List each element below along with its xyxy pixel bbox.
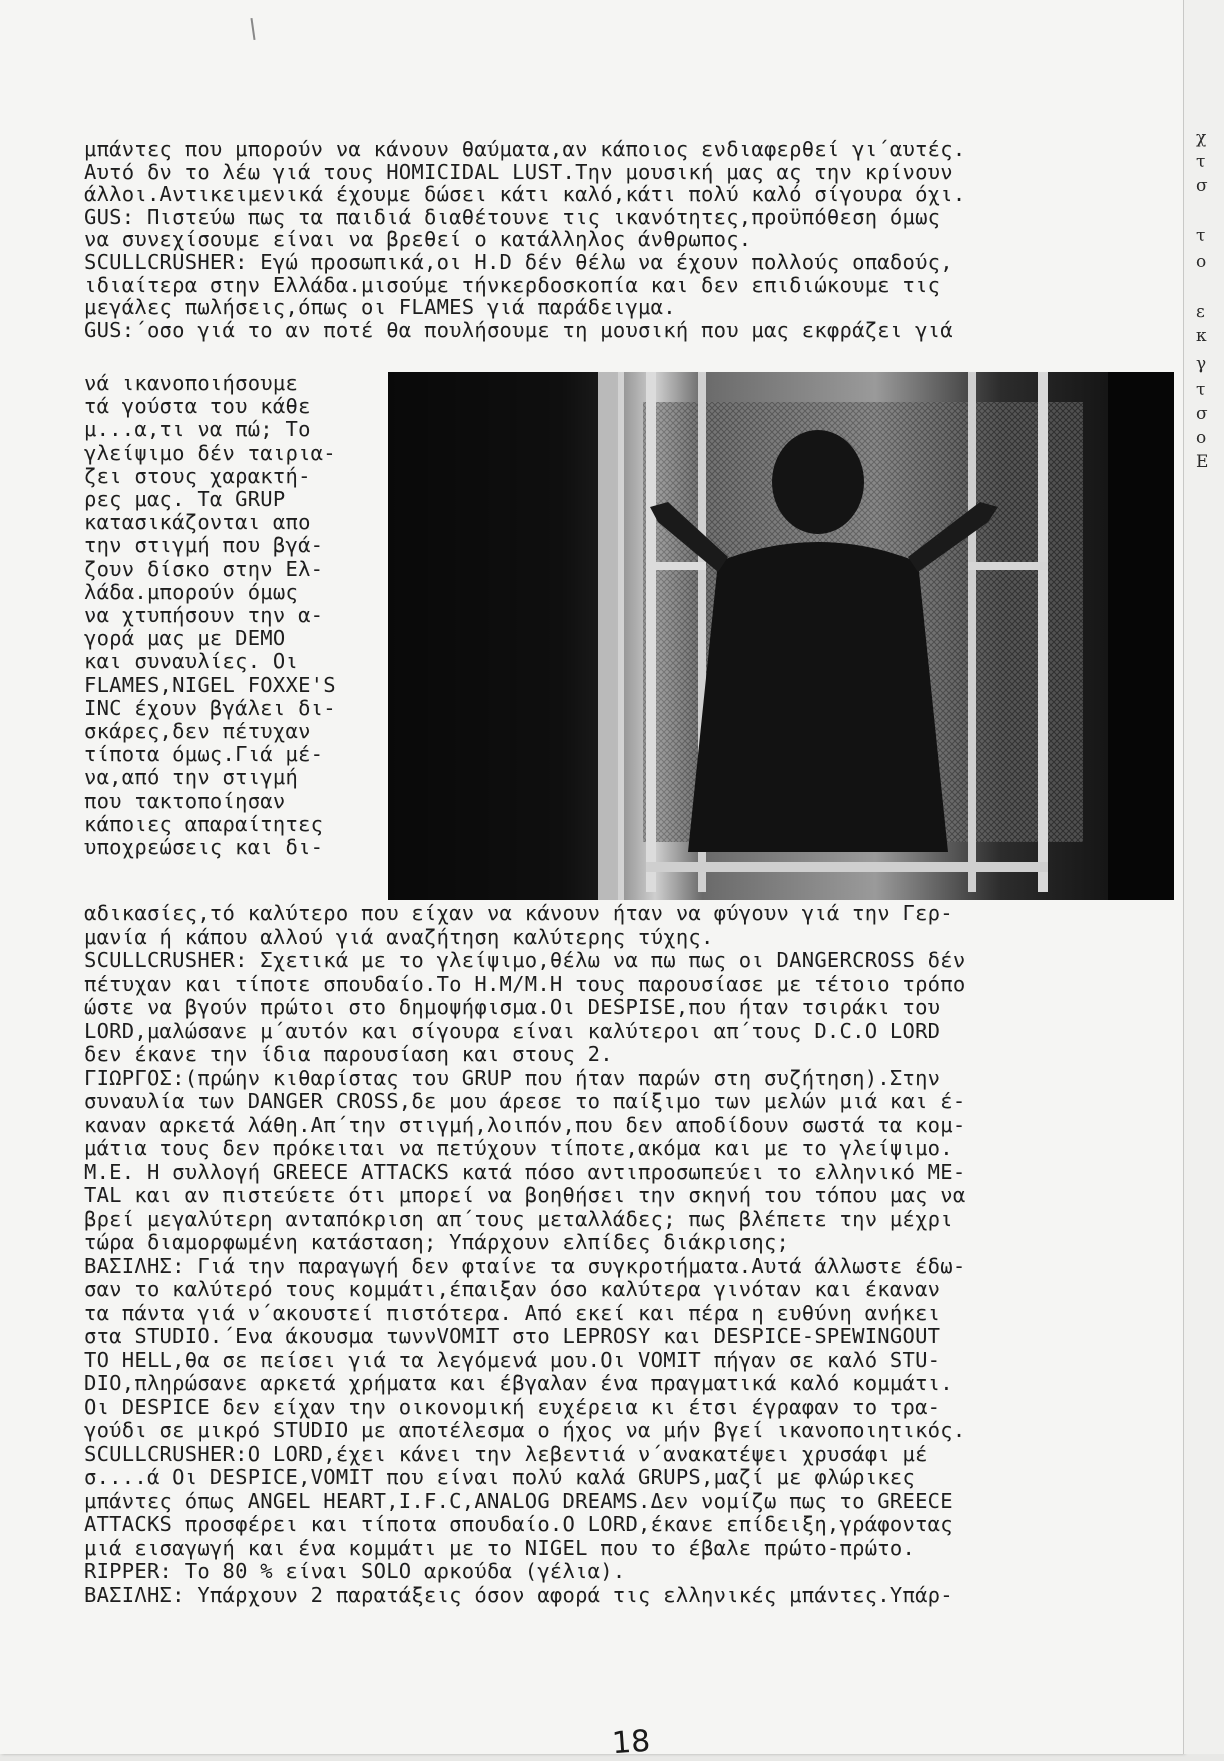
text-line: Αυτό δν το λέω γιά τους HOMICIDAL LUST.Την μουσική μας ας την κρίνουν xyxy=(84,159,953,184)
text-line: τά γούστα του κάθε xyxy=(84,394,311,419)
text-line: ώστε να βγούν πρώτοι στο δημοψήφισμα.Οι DESPISE,που ήταν τσιράκι του xyxy=(84,995,941,1019)
text-line: πέτυχαν και τίποτε σπουδαίο.Το H.M/M.H τους παρουσίασε με τέτοιο τρόπο xyxy=(84,971,966,996)
scratch-mark xyxy=(250,18,255,40)
text-line: GUS:΄οσο γιά το αν ποτέ θα πουλήσουμε τη μουσική που μας εκφράζει γιά xyxy=(84,317,953,342)
text-line: μιά εισαγωγή και ένα κομμάτι με το NIGEL που το έβαλε πρώτο-πρώτο. xyxy=(84,1535,916,1560)
text-line: να,από την στιγμή xyxy=(84,765,299,790)
text-line: FLAMES,NIGEL FOXXE'S xyxy=(84,672,336,697)
text-line: ζουν δίσκο στην Ελ- xyxy=(84,556,324,581)
text-line: λάδα.μπορούν όμως xyxy=(84,579,299,604)
text-line: σ....ά Οι DESPICE,VOMIT που είναι πολύ καλά GRUPS,μαζί με φλώρικες xyxy=(84,1465,916,1489)
text-line: ΒΑΣΙΛΗΣ: Υπάρχουν 2 παρατάξεις όσον αφορά τις ελληνικές μπάντες.Υπάρ- xyxy=(84,1582,953,1607)
text-line: την στιγμή που βγά- xyxy=(84,533,324,558)
text-line: άλλοι.Αντικειμενικά έχουμε δώσει κάτι καλό,κάτι πολύ καλό σίγουρα όχι. xyxy=(84,182,966,207)
photo-figure-at-gate xyxy=(388,372,1174,900)
text-line: SCULLCRUSHER: Εγώ προσωπικά,οι H.D δέν θέλω να έχουν πολλούς οπαδούς, xyxy=(84,250,953,274)
edge-char: τ xyxy=(1196,152,1206,172)
edge-char: Ε xyxy=(1196,452,1209,472)
page-number: 18 xyxy=(610,1723,652,1761)
text-line: υποχρεώσεις και δι- xyxy=(84,835,324,859)
text-line: συναυλία των DANGER CROSS,δε μου άρεσε το παίξιμο των μελών μιά και έ- xyxy=(84,1089,966,1113)
text-line: κάποιες απαραίτητες xyxy=(84,811,324,836)
text-line: μ...α,τι να πώ; Το xyxy=(84,417,311,442)
edge-char: ο xyxy=(1196,252,1207,272)
text-line: νά ικανοποιήσουμε xyxy=(84,371,299,395)
text-line: κατασικάζονται απο xyxy=(84,510,311,535)
text-line: να συνεχίσουμε είναι να βρεθεί ο κατάλληλος άνθρωπος. xyxy=(84,227,752,252)
edge-char: σ xyxy=(1196,176,1208,196)
edge-char: γ xyxy=(1196,354,1207,374)
text-line: ιδιαίτερα στην Ελλάδα.μισούμε τήνκερδοσκοπία και δεν επιδιώκουμε τις xyxy=(84,272,941,297)
text-line: GUS: Πιστεύω πως τα παιδιά διαθέτουνε τις ικανότητες,προϋπόθεση όμως xyxy=(84,204,941,229)
text-line: SCULLCRUSHER: Σχετικά με το γλείψιμο,θέλω να πω πως οι DANGERCROSS δέν xyxy=(84,948,966,972)
text-line: γλείψιμο δέν ταιρια- xyxy=(84,440,336,465)
text-line: ΓΙΩΡΓΟΣ:(πρώην κιθαρίστας του GRUP που ήταν παρών στη συζήτηση).Στην xyxy=(84,1065,941,1090)
text-line: TAL και αν πιστεύετε ότι μπορεί να βοηθήσει την σκηνή του τόπου μας να xyxy=(84,1183,966,1207)
text-line: τώρα διαμορφωμένη κατάσταση; Υπάρχουν ελπίδες διάκρισης; xyxy=(84,1230,790,1254)
text-line: INC έχουν βγάλει δι- xyxy=(84,695,336,720)
text-line: γούδι σε μικρό STUDIO με αποτέλεσμα ο ήχος να μήν βγεί ικανοποιητικός. xyxy=(84,1418,966,1442)
edge-char: κ xyxy=(1196,326,1207,346)
edge-char: τ xyxy=(1196,380,1206,400)
text-line: ζει στους χαρακτή- xyxy=(84,463,311,488)
edge-char: τ xyxy=(1196,226,1206,246)
text-line: βρεί μεγαλύτερη ανταπόκριση απ΄τους μεταλλάδες; πως βλέπετε την μέχρι xyxy=(84,1206,953,1231)
text-line: σκάρες,δεν πέτυχαν xyxy=(84,719,311,743)
text-line: σαν το καλύτερό τους κομμάτι,έπαιξαν όσο καλύτερα γινόταν και έκαναν xyxy=(84,1277,941,1301)
text-line: LORD,μαλώσανε μ΄αυτόν και σίγουρα είναι καλύτεροι απ΄τους D.C.O LORD xyxy=(84,1018,941,1043)
text-line: δεν έκανε την ίδια παρουσίαση και στους 2. xyxy=(84,1042,613,1066)
band-photo xyxy=(388,372,1174,900)
edge-char: ο xyxy=(1196,428,1207,448)
text-line: DIO,πληρώσανε αρκετά χρήματα και έβγαλαν ένα πραγματικά καλό κομμάτι. xyxy=(84,1371,953,1395)
text-line: ATTACKS προσφέρει και τίποτα σπουδαίο.Ο LORD,έκανε επίδειξη,γράφοντας xyxy=(84,1512,953,1536)
text-line: ρες μας. Τα GRUP xyxy=(84,487,286,511)
text-line: γορά μας με DEMO xyxy=(84,626,286,651)
text-line: μεγάλες πωλήσεις,όπως οι FLAMES γιά παράδειγμα. xyxy=(84,295,676,320)
text-line: TO HELL,θα σε πείσει γιά τα λεγόμενά μου.Οι VOMIT πήγαν σε καλό STU- xyxy=(84,1347,941,1372)
text-line: στα STUDIO.΄Ενα άκουσμα τωννVOMIT στο LEPROSY και DESPICE-SPEWINGOUT xyxy=(84,1324,941,1348)
text-line: Οι DESPICE δεν είχαν την οικονομική ευχέρεια κι έτσι έγραφαν το τρα- xyxy=(84,1394,941,1419)
text-line: M.E. Η συλλογή GREECE ATTACKS κατά πόσο αντιπροσωπεύει το ελληνικό ME- xyxy=(84,1159,966,1184)
text-line: μπάντες που μπορούν να κάνουν θαύματα,αν κάποιος ενδιαφερθεί γι΄αυτές. xyxy=(84,137,966,161)
text-line: τα πάντα γιά ν΄ακουστεί πιστότερα. Από εκεί και πέρα η ευθύνη ανήκει xyxy=(84,1300,941,1325)
text-line: μπάντες όπως ANGEL HEART,I.F.C,ANALOG DREAMS.Δεν νομίζω πως το GREECE xyxy=(84,1488,953,1513)
text-line: μάτια τους δεν πρόκειται να πετύχουν τίποτε,ακόμα και με το γλείψιμο. xyxy=(84,1136,953,1160)
text-line: που τακτοποίησαν xyxy=(84,788,286,813)
edge-char: χ xyxy=(1196,128,1207,148)
edge-char: σ xyxy=(1196,404,1208,424)
text-line: SCULLCRUSHER:Ο LORD,έχει κάνει την λεβεντιά ν΄ανακατέψει χρυσάφι μέ xyxy=(84,1441,928,1466)
text-line: τίποτα όμως.Γιά μέ- xyxy=(84,742,324,767)
text-line: αδικασίες,τό καλύτερο που είχαν να κάνουν ήταν να φύγουν γιά την Γερ- xyxy=(84,901,953,925)
text-line: μανία ή κάπου αλλού γιά αναζήτηση καλύτερης τύχης. xyxy=(84,924,714,949)
text-line: RIPPER: Το 80 % είναι SOLO αρκούδα (γέλια). xyxy=(84,1559,626,1583)
text-line: καναν αρκετά λάθη.Απ΄την στιγμή,λοιπόν,που δεν αποδίδουν σωστά τα κομ- xyxy=(84,1112,966,1137)
edge-char: ε xyxy=(1196,302,1205,322)
text-line: ΒΑΣΙΛΗΣ: Γιά την παραγωγή δεν φταίνε τα συγκροτήματα.Αυτά άλλωστε έδω- xyxy=(84,1253,966,1278)
text-line: και συναυλίες. Οι xyxy=(84,649,299,674)
text-line: να χτυπήσουν την α- xyxy=(84,603,324,627)
